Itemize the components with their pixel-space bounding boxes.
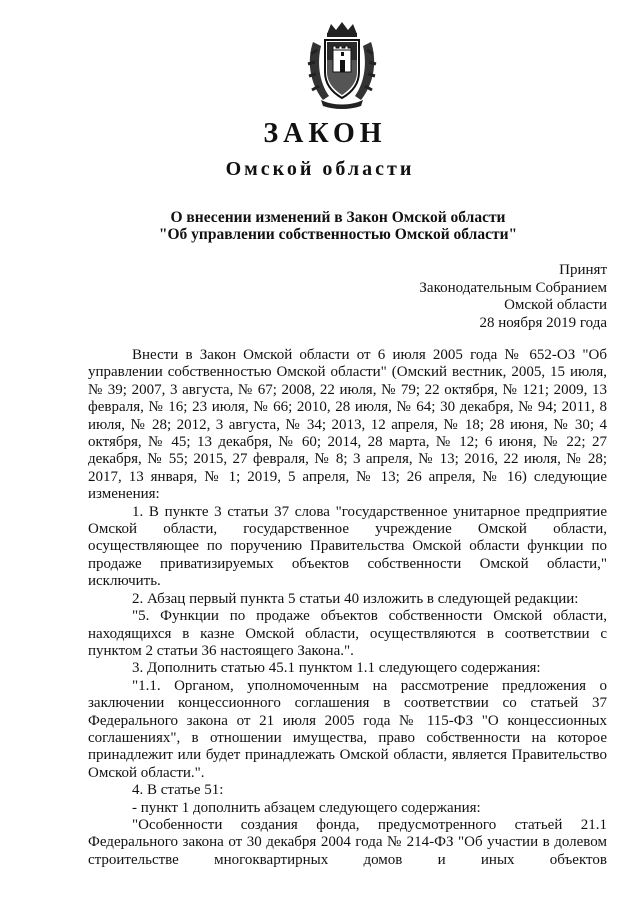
adoption-line: Законодательным Собранием [419,279,607,296]
adoption-date: 28 ноября 2019 года [479,314,607,331]
omsk-coat-of-arms-icon [303,20,381,110]
law-subject-line: О внесении изменений в Закон Омской области [170,209,506,226]
paragraph-intro: Внести в Закон Омской области от 6 июля 2005 года № 652-ОЗ "Об управлении собственностью Омской области" (Омский вестник, 2005, 15 июля, № 39; 2007, 3 августа, № 67; 2008, 22 июля, № 79; 22 октября, № 121; 2009, 13 февраля, № 16; 23 июля, № 66; 2010, 28 июля, № 64; 30 декабря, № 94; 2011, 8 июля, № 28; 2012, 3 августа, № 34; 2013, 12 апреля, № 18; 28 июня, № 30; 4 октября, № 45; 13 декабря, № 60; 2014, 28 марта, № 12; 6 июня, № 22; 27 декабря, № 55; 2015, 27 февраля, № 8; 3 апреля, № 13; 2016, 22 июля, № 28; 2017, 13 января, № 1; 2019, 5 апреля, № 13; 26 апреля, № 16) следующие изменения: [88,347,607,503]
adoption-line: Омской области [504,297,607,313]
adoption-line: Принят [559,262,607,278]
document-title: ЗАКОН [263,118,387,149]
law-subject [0,209,640,243]
law-subject-line: "Об управлении собственностью Омской области" [158,226,518,243]
paragraph-item-4-quote: "Особенности создания фонда, предусмотренного статьей 21.1 Федерального закона от 30 декабря 2004 года № 214-ФЗ "Об участии в долевом строительстве многоквартирных домов и иных объектов [88,816,607,868]
paragraph-item-2-quote: "5. Функции по продаже объектов собственности Омской области, находящихся в казне Омской области, осуществляются в соответствии с пунктом 2 статьи 36 настоящего Закона.". [88,608,607,659]
adoption-block [360,262,607,332]
paragraph-item-4-sub: - пункт 1 дополнить абзацем следующего содержания: [132,799,481,816]
paragraph-item-4: 4. В статье 51: [132,782,224,799]
paragraph-item-3-quote: "1.1. Органом, уполномоченным на рассмотрение предложения о заключении концессионного соглашения в соответствии со статьей 37 Федерального закона от 21 июля 2005 года № 115-ФЗ "О концессионных соглашениях", в отношении имущества, право собственности на которое принадлежит или будет принадлежать Омской области, является Правительство Омской области.". [88,677,607,781]
paragraph-item-1: 1. В пункте 3 статьи 37 слова "государственное унитарное предприятие Омской области, государственное учреждение Омской области, осуществляющее по поручению Правительства Омской области функции по продаже приватизируемых объектов собственности Омской области," исключить. [88,503,607,590]
paragraph-item-3: 3. Дополнить статью 45.1 пунктом 1.1 следующего содержания: [132,660,541,677]
law-body [88,347,607,869]
document-region: Омской области [225,158,415,180]
paragraph-item-2: 2. Абзац первый пункта 5 статьи 40 изложить в следующей редакции: [132,590,579,607]
